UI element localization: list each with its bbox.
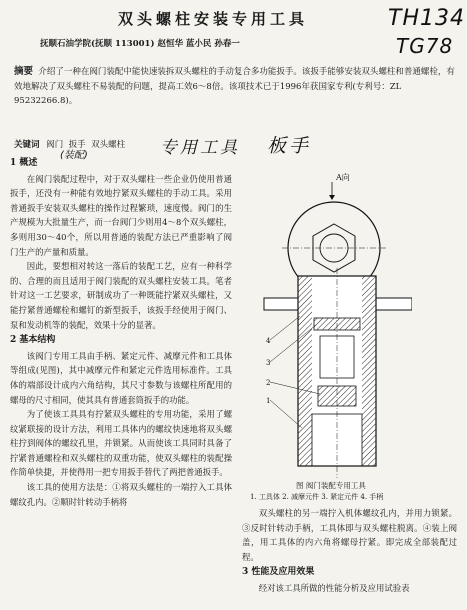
tool-body-hatch-left <box>298 276 312 466</box>
section-heading: 3 性能及应用效果 <box>242 567 315 578</box>
keyword-item: 阀门 <box>46 140 64 150</box>
tool-body-hatch-right <box>362 276 376 466</box>
handwritten-keyword-note: 专用工具 <box>160 138 240 158</box>
authors-line: 抚顺石油学院(抚顺 113001) 赵恒华 蓝小民 孙春一 <box>40 39 240 49</box>
tool-diagram <box>252 168 412 490</box>
section-heading: 1 概述 <box>10 158 38 168</box>
right-column <box>242 506 457 596</box>
paragraph: 经对该工具所做的性能分析及应用试验表 <box>258 582 410 593</box>
section-heading: 2 基本结构 <box>10 335 56 346</box>
part-label: 3 <box>266 359 271 367</box>
handwritten-assembly-note: (装配) <box>60 150 88 161</box>
leader-line <box>270 316 300 340</box>
arrow-label: A向 <box>336 173 350 182</box>
part-label: 4 <box>266 337 271 345</box>
abstract-label: 摘要 <box>14 66 34 77</box>
paragraph: 在阀门装配过程中，对于双头螺柱一些企业仍使用普通扳手，还没有一种能有效地拧紧双头螺柱的手动工具。采用普通扳手安装双头螺柱的操作过程繁琐，速度慢。阀门的生产规模为大批量生产，而一台阀门少则用4～8个双头螺柱，多则用30～40个，所以用普通的装配方法已严重影响了阀门生产的产量和质量。 <box>10 173 232 257</box>
figure-caption: 图 阀门装配专用工具 <box>296 481 366 490</box>
keyword-item: 双头螺柱 <box>91 140 126 150</box>
paragraph: 该阀门专用工具由手柄、紧定元件、减摩元件和工具体等组成(见图)，其中减摩元件和紧定元件选用标准件。工具体的端部设计成内六角结构，其尺寸参数与该螺柱所配用的螺母的尺寸相同，使其具有普通套筒扳手的功能。 <box>10 350 232 405</box>
paragraph: 因此，要想相对转这一落后的装配工艺，应有一种科学的、合理的而且适用于阀门装配的双头螺柱安装工具。笔者针对这一工艺要求，研制成功了一种既能拧紧双头螺柱，又能拧紧普通螺栓和螺钉的新型扳手，该扳手经使用于阀门、泵和发动机等的装配，效果十分的显著。 <box>10 261 232 330</box>
handwritten-keyword-note2: 板手 <box>267 135 312 157</box>
figure-legend: 1. 工具体 2. 减摩元件 3. 紧定元件 4. 手柄 <box>250 493 384 501</box>
handwritten-note-top1: TH134 <box>388 6 465 31</box>
part-label: 1 <box>266 397 271 405</box>
keyword-item: 扳手 <box>68 140 86 150</box>
keywords-label: 关键词 <box>14 140 40 150</box>
left-column <box>10 155 232 509</box>
leader-line <box>270 400 302 428</box>
handwritten-note-top2: TG78 <box>396 34 454 58</box>
part-label: 2 <box>266 379 271 387</box>
paragraph: 为了使该工具具有拧紧双头螺柱的专用功能，采用了螺纹紧联接的设计方法，利用工具体内的螺纹快速地将双头螺柱拧到阀体的螺纹孔里，并锁紧。从而使该工具同时具备了拧紧普通螺栓和双头螺柱的双重功能，使双头螺柱的装配操作简单快捷，并使得用一把专用扳手替代了两把普通扳手。 <box>10 409 232 478</box>
paragraph: 该工具的使用方法是：①将双头螺柱的一端拧入工具体螺纹孔内。②顺时针转动手柄将 <box>10 482 232 507</box>
abstract <box>14 65 460 109</box>
view-arrow-head <box>329 195 335 200</box>
paragraph: 双头螺柱的另一端拧入机体螺纹孔内，并用力锁紧。③反时针转动手柄，工具体即与双头螺柱脱离。④装上阀盖，用工具体的内六角将螺母拧紧。即完成全部装配过程。 <box>242 508 457 562</box>
paper-title: 双头螺柱安装专用工具 <box>118 10 309 28</box>
abstract-text: 介绍了一种在阀门装配中能快速装拆双头螺柱的手动复合多功能扳手。该扳手能够安装双头螺柱和普通螺栓，有效地解决了双头螺柱不易装配的问题，提高工效6～8倍。该项技术已于1996年获国家专利(专利号：ZL 95232266.8)。 <box>14 67 455 106</box>
